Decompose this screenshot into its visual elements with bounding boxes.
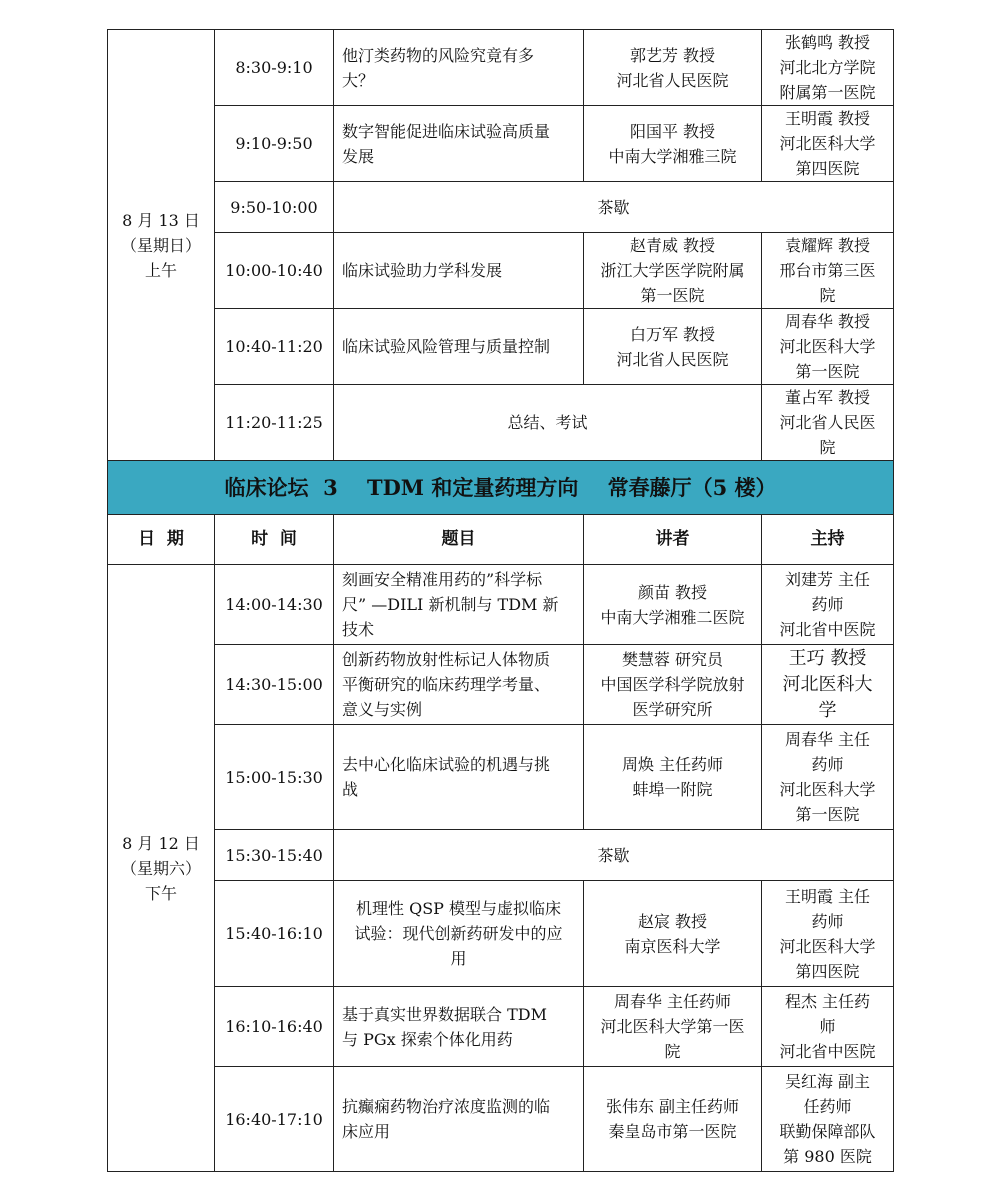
speaker-cell: 赵青威 教授 浙江大学医学院附属 第一医院 bbox=[584, 233, 762, 309]
table-row bbox=[108, 309, 894, 385]
date-line: 8 月 12 日 bbox=[122, 833, 200, 853]
forum-title-row bbox=[108, 461, 894, 515]
speaker-cell: 樊慧蓉 研究员 中国医学科学院放射 医学研究所 bbox=[584, 645, 762, 725]
summary-cell: 总结、考试 bbox=[334, 385, 762, 461]
header-host: 主持 bbox=[762, 515, 894, 565]
header-row bbox=[108, 515, 894, 565]
time-cell: 14:30-15:00 bbox=[215, 645, 334, 725]
host-cell: 王明霞 主任 药师 河北医科大学 第四医院 bbox=[762, 881, 894, 987]
host-cell: 王明霞 教授 河北医科大学 第四医院 bbox=[762, 106, 894, 182]
time-cell: 9:10-9:50 bbox=[215, 106, 334, 182]
date-line: 上午 bbox=[144, 260, 177, 280]
header-time: 时 间 bbox=[215, 515, 334, 565]
speaker-cell: 颜苗 教授 中南大学湘雅二医院 bbox=[584, 565, 762, 645]
topic-cell: 临床试验助力学科发展 bbox=[334, 233, 584, 309]
table-row bbox=[108, 106, 894, 182]
table-row bbox=[108, 881, 894, 987]
break-cell: 茶歇 bbox=[334, 182, 894, 233]
topic-cell: 临床试验风险管理与质量控制 bbox=[334, 309, 584, 385]
session1-date bbox=[108, 30, 215, 461]
speaker-cell: 赵宸 教授 南京医科大学 bbox=[584, 881, 762, 987]
time-cell: 10:00-10:40 bbox=[215, 233, 334, 309]
host-cell: 袁耀辉 教授 邢台市第三医 院 bbox=[762, 233, 894, 309]
table-row bbox=[108, 1067, 894, 1172]
speaker-cell: 张伟东 副主任药师 秦皇岛市第一医院 bbox=[584, 1067, 762, 1172]
table-row bbox=[108, 233, 894, 309]
topic-cell: 去中心化临床试验的机遇与挑 战 bbox=[334, 725, 584, 830]
host-cell: 周春华 教授 河北医科大学 第一医院 bbox=[762, 309, 894, 385]
time-cell: 15:00-15:30 bbox=[215, 725, 334, 830]
table-row bbox=[108, 565, 894, 645]
topic-cell: 机理性 QSP 模型与虚拟临床 试验：现代创新药研发中的应 用 bbox=[334, 881, 584, 987]
topic-cell: 抗癫痫药物治疗浓度监测的临 床应用 bbox=[334, 1067, 584, 1172]
host-cell: 程杰 主任药 师 河北省中医院 bbox=[762, 987, 894, 1067]
speaker-cell: 阳国平 教授 中南大学湘雅三院 bbox=[584, 106, 762, 182]
topic-cell: 他汀类药物的风险究竟有多 大？ bbox=[334, 30, 584, 106]
topic-cell: 刻画安全精准用药的”科学标 尺” —DILI 新机制与 TDM 新 技术 bbox=[334, 565, 584, 645]
date-line: 下午 bbox=[144, 883, 177, 903]
table-row bbox=[108, 725, 894, 830]
time-cell: 16:10-16:40 bbox=[215, 987, 334, 1067]
header-date: 日 期 bbox=[108, 515, 215, 565]
session2-date bbox=[108, 565, 215, 1172]
host-cell: 张鹤鸣 教授 河北北方学院 附属第一医院 bbox=[762, 30, 894, 106]
date-line: （星期日） bbox=[120, 235, 201, 255]
header-topic: 题目 bbox=[334, 515, 584, 565]
host-cell: 王巧 教授 河北医科大 学 bbox=[762, 645, 894, 725]
schedule-table bbox=[107, 29, 894, 1172]
host-cell: 董占军 教授 河北省人民医 院 bbox=[762, 385, 894, 461]
table-row bbox=[108, 830, 894, 881]
speaker-cell: 白万军 教授 河北省人民医院 bbox=[584, 309, 762, 385]
host-cell: 吴红海 副主 任药师 联勤保障部队 第 980 医院 bbox=[762, 1067, 894, 1172]
topic-cell: 基于真实世界数据联合 TDM 与 PGx 探索个体化用药 bbox=[334, 987, 584, 1067]
time-cell: 10:40-11:20 bbox=[215, 309, 334, 385]
forum-title: 临床论坛 3 TDM 和定量药理方向 常春藤厅（5 楼） bbox=[108, 461, 894, 515]
topic-cell: 创新药物放射性标记人体物质 平衡研究的临床药理学考量、 意义与实例 bbox=[334, 645, 584, 725]
date-line: （星期六） bbox=[120, 858, 201, 878]
table-row bbox=[108, 645, 894, 725]
time-cell: 15:30-15:40 bbox=[215, 830, 334, 881]
speaker-cell: 周焕 主任药师 蚌埠一附院 bbox=[584, 725, 762, 830]
table-row bbox=[108, 385, 894, 461]
time-cell: 15:40-16:10 bbox=[215, 881, 334, 987]
time-cell: 8:30-9:10 bbox=[215, 30, 334, 106]
speaker-cell: 郭艺芳 教授 河北省人民医院 bbox=[584, 30, 762, 106]
table-row bbox=[108, 182, 894, 233]
time-cell: 9:50-10:00 bbox=[215, 182, 334, 233]
topic-cell: 数字智能促进临床试验高质量 发展 bbox=[334, 106, 584, 182]
speaker-cell: 周春华 主任药师 河北医科大学第一医 院 bbox=[584, 987, 762, 1067]
time-cell: 16:40-17:10 bbox=[215, 1067, 334, 1172]
table-row bbox=[108, 987, 894, 1067]
time-cell: 14:00-14:30 bbox=[215, 565, 334, 645]
header-speaker: 讲者 bbox=[584, 515, 762, 565]
time-cell: 11:20-11:25 bbox=[215, 385, 334, 461]
host-cell: 刘建芳 主任 药师 河北省中医院 bbox=[762, 565, 894, 645]
date-line: 8 月 13 日 bbox=[122, 210, 200, 230]
host-cell: 周春华 主任 药师 河北医科大学 第一医院 bbox=[762, 725, 894, 830]
break-cell: 茶歇 bbox=[334, 830, 894, 881]
table-row bbox=[108, 30, 894, 106]
